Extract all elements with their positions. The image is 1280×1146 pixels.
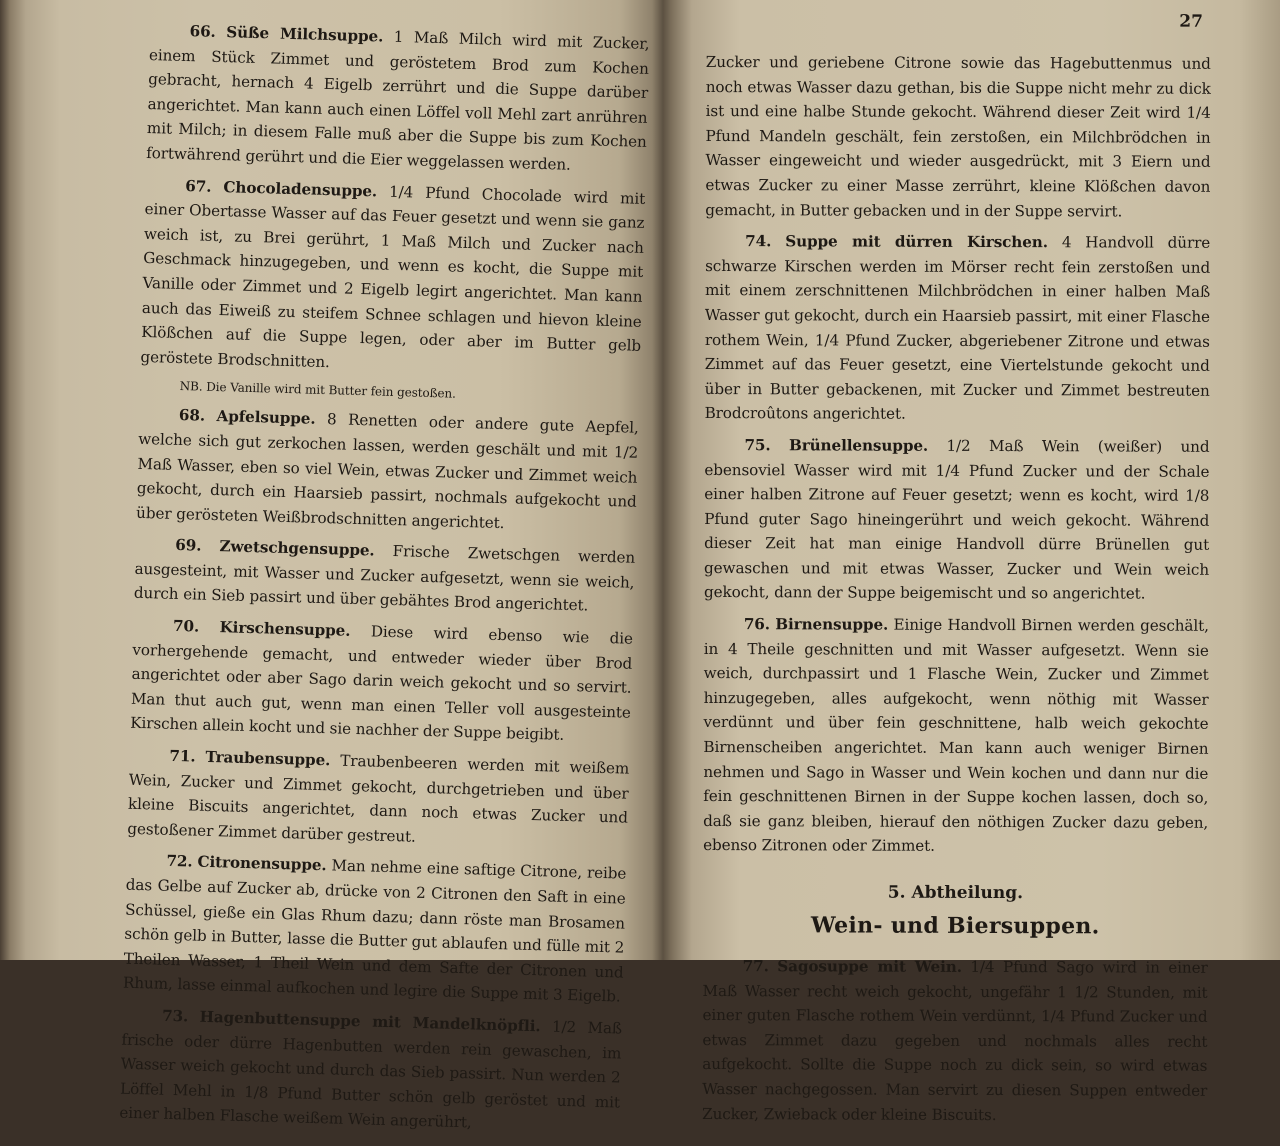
right-page-text (702, 50, 1211, 1135)
recipe-title: Sagosuppe mit Wein. (777, 957, 962, 976)
recipe-text: Traubenbeeren werden mit weißem Wein, Zucker und Zimmet gekocht, durchgetrieben und über kleine Biscuits angerichtet, dann noch etwas Zucker und gestoßener Zimmet darüber gestreut. (127, 751, 630, 846)
recipe-title: Birnensuppe. (775, 615, 889, 634)
recipe-text: Man nehme eine saftige Citrone, reibe das Gelbe auf Zucker ab, drücke von 2 Citronen den Saft in eine Schüssel, gieße ein Glas Rhum dazu; dann röste man Brosamen schön gelb in Butter, lasse die Butter gut ablaufen und fülle mit 2 Theilen Wasser, 1 Theil Wein und dem Safte der Citronen und Rhum, lasse einmal aufkochen und legire die Suppe mit 3 Eigelb. (122, 856, 627, 1006)
recipe-number: 67. (185, 176, 212, 196)
recipe-74 (705, 229, 1211, 428)
recipe-76 (703, 612, 1209, 860)
recipe-title: Zwetschgensuppe. (219, 537, 375, 560)
recipe-title: Süße Milchsuppe. (226, 23, 384, 46)
recipe-number: 70. (172, 616, 200, 636)
recipe-72 (123, 848, 627, 1009)
recipe-text: 1 Maß Milch wird mit Zucker, einem Stück Zimmet und geröstetem Brod zum Kochen gebracht, hernach 4 Eigelb zerrührt und die Suppe darüber angerichtet. Man kann auch einen Löffel voll Mehl zart anrühren mit Milch; in diesem Falle muß aber die Suppe bis zum Kochen fortwährend gerührt und die Eier weggelassen werden. (145, 27, 650, 174)
recipe-number: 72. (166, 852, 193, 871)
recipe-number: 66. (189, 22, 217, 41)
recipe-title: Traubensuppe. (205, 747, 331, 770)
recipe-73-continuation: Zucker und geriebene Citrone sowie das Hagebuttenmus und noch etwas Wasser dazu gethan, bis die Suppe nicht mehr zu dick ist und eine halbe Stunde gekocht. Während dieser Zeit wird 1/4 Pfund Mandeln geschält, fein zerstoßen, ein Milchbrödchen in Wasser eingeweicht und wieder ausgedrückt, mit 3 Eiern und etwas Zucker zu einer Masse zerrührt, kleine Klößchen davon gemacht, in Butter gebacken und in der Suppe servirt. (705, 52, 1211, 221)
page-number: 27 (1179, 11, 1203, 32)
recipe-title: Chocoladensuppe. (223, 177, 378, 200)
right-page (702, 10, 1211, 1124)
recipe-number: 75. (744, 436, 771, 455)
recipe-69 (134, 532, 636, 620)
recipe-text: 1/2 Maß Wein (weißer) und ebensoviel Wasser wird mit 1/4 Pfund Zucker und der Schale einer halben Zitrone auf Feuer gesetzt; wenn es kocht, wird 1/8 Pfund guter Sago hineingerührt und weich gekocht. Während dieser Zeit hat man einige Handvoll dürre Brünellen gut gewaschen und mit etwas Wasser, Zucker und Wein weich gekocht, dann der Suppe beigemischt und so angerichtet. (703, 436, 1210, 604)
recipe-77 (702, 954, 1208, 1128)
recipe-number: 68. (178, 406, 206, 426)
recipe-text: 1/4 Pfund Chocolade wird mit einer Obertasse Wasser auf das Feuer gesetzt und wenn sie ganz weich ist, zu Brei gerührt, 1 Maß Milch und Zucker nach Geschmack hinzugegeben, und wenn es kocht, die Suppe mit Vanille oder Zimmet und 2 Eigelb legirt angerichtet. Man kann auch das Eiweiß zu steifem Schnee schlagen und hievon kleine Klößchen auf die Suppe legen, oder aber im Butter gelb geröstete Brodschnitten. (140, 181, 646, 371)
recipe-number: 74. (745, 232, 772, 251)
recipe-title: Kirschensuppe. (219, 618, 351, 640)
recipe-73 (119, 1003, 622, 1140)
recipe-text: Frische Zwetschgen werden ausgesteint, mit Wasser und Zucker aufgesetzt, wenn sie weich, durch ein Sieb passirt und über gebähtes Brod angerichtet. (133, 541, 636, 615)
recipe-number: 73. (161, 1006, 189, 1026)
recipe-title: Apfelsuppe. (216, 407, 316, 429)
section-label: 5. Abtheilung. (887, 882, 1024, 904)
recipe-title: Citronensuppe. (197, 853, 327, 875)
recipe-text: Diese wird ebenso wie die vorhergehende gemacht, und entweder wieder über Brod angerichtet oder aber Sago darin weich gekocht und so servirt. Man thut auch gut, wenn man einen Teller voll ausgesteinte Kirschen allein kocht und sie nachher der Suppe beigibt. (130, 621, 634, 745)
recipe-71 (127, 743, 630, 855)
footnote: NB. Die Vanille wird mit Butter fein gestoßen. (179, 379, 457, 401)
recipe-number: 71. (169, 746, 196, 766)
left-page (119, 18, 650, 1146)
recipe-text: 1/4 Pfund Sago wird in einer Maß Wasser recht weich gekocht, ungefähr 1 1/2 Stunden, mit einer guten Flasche rothem Wein verdünnt, 1/4 Pfund Zucker und etwas Zimmet dazu gegeben und nochmals alles recht aufgekocht. Sollte die Suppe noch zu dick sein, so wird etwas Wasser nachgegossen. Man servirt zu diesen Suppen entweder Zucker, Zwieback oder kleine Biscuits. (702, 957, 1208, 1124)
recipe-number: 76. (743, 615, 771, 634)
recipe-title: Brünellensuppe. (788, 436, 929, 455)
recipe-67 (140, 173, 645, 384)
recipe-text: Einige Handvoll Birnen werden geschält, in 4 Theile geschnitten und mit Wasser aufgesetzt. Wenn sie weich, durchpassirt und 1 Flasche Wein, Zucker und Zimmet hinzugegeben, alles aufgekocht, wenn nöthig mit Wasser verdünnt und über fein geschnittene, halb weich gekochte Birnenscheiben angerichtet. Man kann auch weniger Birnen nehmen und Sago in Wasser und Wein kochen und dann nur die fein geschnittenen Birnen in der Suppe kochen lassen, doch so, daß sie ganz bleiben, hierauf den nöthigen Zucker dazu geben, ebenso Zitronen oder Zimmet. (703, 615, 1209, 856)
recipe-title: Suppe mit dürren Kirschen. (785, 232, 1048, 252)
recipe-75 (704, 433, 1210, 607)
recipe-text: 1/2 Maß frische oder dürre Hagenbutten werden rein gewaschen, im Wasser weich gekocht und durch das Sieb passirt. Nun werden 2 Löffel Mehl in 1/8 Pfund Butter schön gelb geröstet und mit einer halben Flasche weißem Wein angerührt, (119, 1017, 623, 1132)
recipe-number: 77. (742, 957, 769, 976)
recipe-text: 4 Handvoll dürre schwarze Kirschen werden im Mörser recht fein zerstoßen und mit einem zerschnittenen Milchbrödchen in einer halben Maß Wasser gut gekocht, durch ein Haarsieb passirt, mit einer Flasche rothem Wein, 1/4 Pfund Zucker, abgeriebener Zitrone und etwas Zimmet auf das Feuer gesetzt, eine Viertelstunde gekocht und über in Butter gebackenen, mit Zucker und Zimmet bestreuten Brodcroûtons angerichtet. (704, 233, 1211, 424)
recipe-text: 8 Renetten oder andere gute Aepfel, welche sich gut zerkochen lassen, werden geschält und mit 1/2 Maß Wasser, eben so viel Wein, etwas Zucker und Zimmet weich gekocht, durch ein Haarsieb passirt, nochmals aufgekocht und über gerösteten Weißbrodschnitten angerichtet. (135, 410, 639, 532)
recipe-number: 69. (175, 536, 202, 555)
recipe-title: Hagenbuttensuppe mit Mandelknöpfli. (199, 1007, 541, 1036)
section-title: Wein- und Biersuppen. (810, 912, 1100, 940)
recipe-68 (136, 402, 639, 539)
recipe-70 (130, 613, 633, 750)
recipe-66 (146, 18, 650, 179)
